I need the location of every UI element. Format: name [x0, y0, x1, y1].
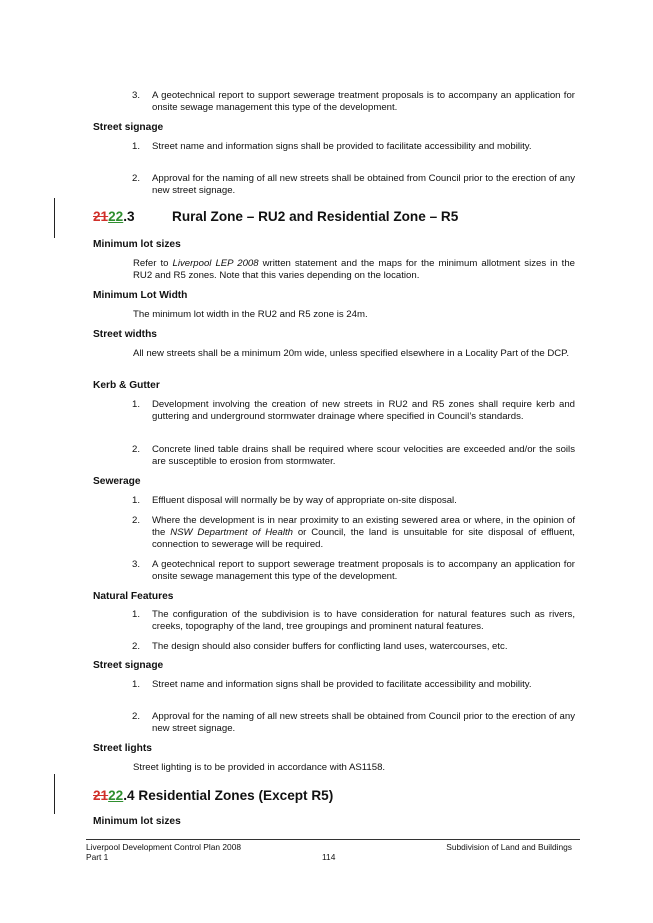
list-item-text: The configuration of the subdivision is to have consideration for natural features such as rivers, creeks, topography of the land, tree groupings and prominent natural features.: [152, 609, 575, 633]
section-heading-sewerage: Sewerage: [93, 476, 141, 487]
paragraph: All new streets shall be a minimum 20m wide, unless specified elsewhere in a Locality Part of the DCP.: [133, 348, 570, 359]
list-item-text: Effluent disposal will normally be by way of appropriate on-site disposal.: [152, 495, 457, 506]
section-heading-natural-features: Natural Features: [93, 591, 174, 602]
paragraph: Street lighting is to be provided in accordance with AS1158.: [133, 762, 386, 773]
list-number: 1.: [131, 495, 140, 506]
list-item-text: Approval for the naming of all new streets shall be obtained from Council prior to the erection of any new street signage.: [152, 711, 575, 735]
list-number: 1.: [131, 679, 140, 690]
list-item-text: The design should also consider buffers for conflicting land uses, watercourses, etc.: [152, 641, 508, 652]
list-number: 1.: [131, 609, 140, 620]
text-run: Refer to: [133, 258, 173, 269]
section-heading-minimum-lot-width: Minimum Lot Width: [93, 290, 188, 301]
section-heading: [93, 788, 333, 804]
text-run: Where the development is in near proximity to an existing sewered area or where, in the opinion of the: [152, 515, 575, 539]
list-item-text: Development involving the creation of new streets in RU2 and R5 zones shall require kerb and guttering and underground stormwater drainage where specified in Council’s standards.: [152, 399, 575, 423]
italic-reference: NSW Department of Health: [170, 527, 293, 539]
deleted-number: 21: [93, 788, 109, 803]
text-run: or Council, the land is unsuitable for site disposal of effluent, connection to sewerage will be required.: [152, 527, 575, 551]
list-number: 3.: [131, 559, 140, 570]
list-item-text: A geotechnical report to support sewerage treatment proposals is to accompany an application for onsite sewage management this type of the development.: [152, 559, 575, 583]
list-number: 1.: [131, 399, 140, 410]
section-number: [93, 209, 135, 225]
paragraph: [133, 258, 575, 282]
list-number: 1.: [131, 141, 140, 152]
list-item-text: [152, 515, 575, 552]
section-title: Rural Zone – RU2 and Residential Zone – R5: [172, 209, 459, 224]
change-bar: [54, 774, 55, 814]
footer-section-title: Subdivision of Land and Buildings: [446, 842, 572, 852]
footer-page-number: 114: [322, 852, 336, 862]
list-item-text: Street name and information signs shall be provided to facilitate accessibility and mobility.: [152, 679, 532, 690]
section-number-suffix: .4: [123, 788, 135, 803]
section-heading-street-signage: Street signage: [93, 122, 164, 133]
section-heading-kerb-gutter: Kerb & Gutter: [93, 380, 160, 391]
section-number-suffix: .3: [123, 209, 135, 224]
section-heading-street-widths: Street widths: [93, 329, 157, 340]
list-number: 2.: [131, 515, 140, 526]
deleted-number: 21: [93, 209, 109, 224]
list-number: 2.: [131, 444, 140, 455]
section-heading-minimum-lot-sizes: Minimum lot sizes: [93, 816, 181, 827]
footer-rule: [86, 839, 580, 840]
inserted-number: 22: [108, 788, 124, 803]
list-item-text: Concrete lined table drains shall be required where scour velocities are exceeded and/or the soils are susceptible to erosion from stormwater.: [152, 444, 575, 468]
text-run: written statement and the maps for the minimum allotment sizes in the RU2 and R5 zones. Note that this varies depending on the location.: [133, 258, 576, 282]
list-item-text: A geotechnical report to support sewerage treatment proposals is to accompany an application for onsite sewage management this type of the development.: [152, 90, 575, 114]
italic-reference: Liverpool LEP 2008: [172, 258, 259, 269]
list-item-text: Approval for the naming of all new streets shall be obtained from Council prior to the erection of any new street signage.: [152, 173, 575, 197]
change-bar: [54, 198, 55, 238]
section-heading-street-lights: Street lights: [93, 743, 152, 754]
inserted-number: 22: [108, 209, 124, 224]
list-number: 2.: [131, 641, 140, 652]
section-heading-street-signage: Street signage: [93, 660, 164, 671]
footer-part: Part 1: [86, 852, 109, 862]
paragraph: The minimum lot width in the RU2 and R5 zone is 24m.: [133, 309, 368, 320]
list-number: 2.: [131, 173, 140, 184]
section-title: Residential Zones (Except R5): [134, 788, 334, 803]
footer-document-title: Liverpool Development Control Plan 2008: [86, 842, 242, 852]
list-item-text: Street name and information signs shall be provided to facilitate accessibility and mobility.: [152, 141, 532, 152]
section-heading-minimum-lot-sizes: Minimum lot sizes: [93, 239, 181, 250]
list-number: 3.: [131, 90, 140, 101]
list-number: 2.: [131, 711, 140, 722]
